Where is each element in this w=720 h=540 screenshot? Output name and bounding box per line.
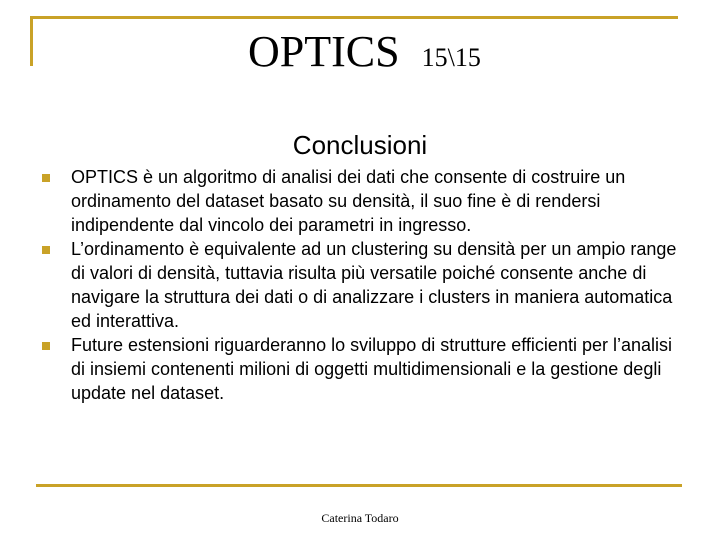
square-bullet-icon [42, 246, 50, 254]
slide-title [248, 26, 481, 76]
bottom-frame-line [36, 484, 682, 487]
square-bullet-icon [42, 174, 50, 182]
slide-title-text: OPTICS [248, 27, 400, 76]
footer-author: Caterina Todaro [321, 511, 399, 525]
top-frame-line [30, 16, 678, 19]
square-bullet-icon [42, 342, 50, 350]
bullet-text: OPTICS è un algoritmo di analisi dei dati che consente di costruire un ordinamento del dataset basato su densità, il suo fine è di rendersi indipendente dal vincolo dei parametri in ingresso. [71, 167, 626, 235]
slide-number: 15\15 [421, 43, 481, 72]
bullet-item [40, 237, 680, 333]
section-heading: Conclusioni [292, 130, 428, 160]
bullet-item [40, 165, 680, 237]
left-frame-line [30, 16, 33, 66]
bullet-text: Future estensioni riguarderanno lo sviluppo di strutture efficienti per l’analisi di insiemi contenenti milioni di oggetti multidimensionali e la gestione degli update nel dataset. [71, 335, 672, 403]
bullet-item [40, 333, 680, 405]
bullet-text: L’ordinamento è equivalente ad un clustering su densità per un ampio range di valori di densità, tuttavia risulta più versatile poiché consente anche di navigare la struttura dei dati o di analizzare i clusters in maniera automatica ed interattiva. [71, 239, 677, 331]
bullet-list [40, 165, 680, 405]
